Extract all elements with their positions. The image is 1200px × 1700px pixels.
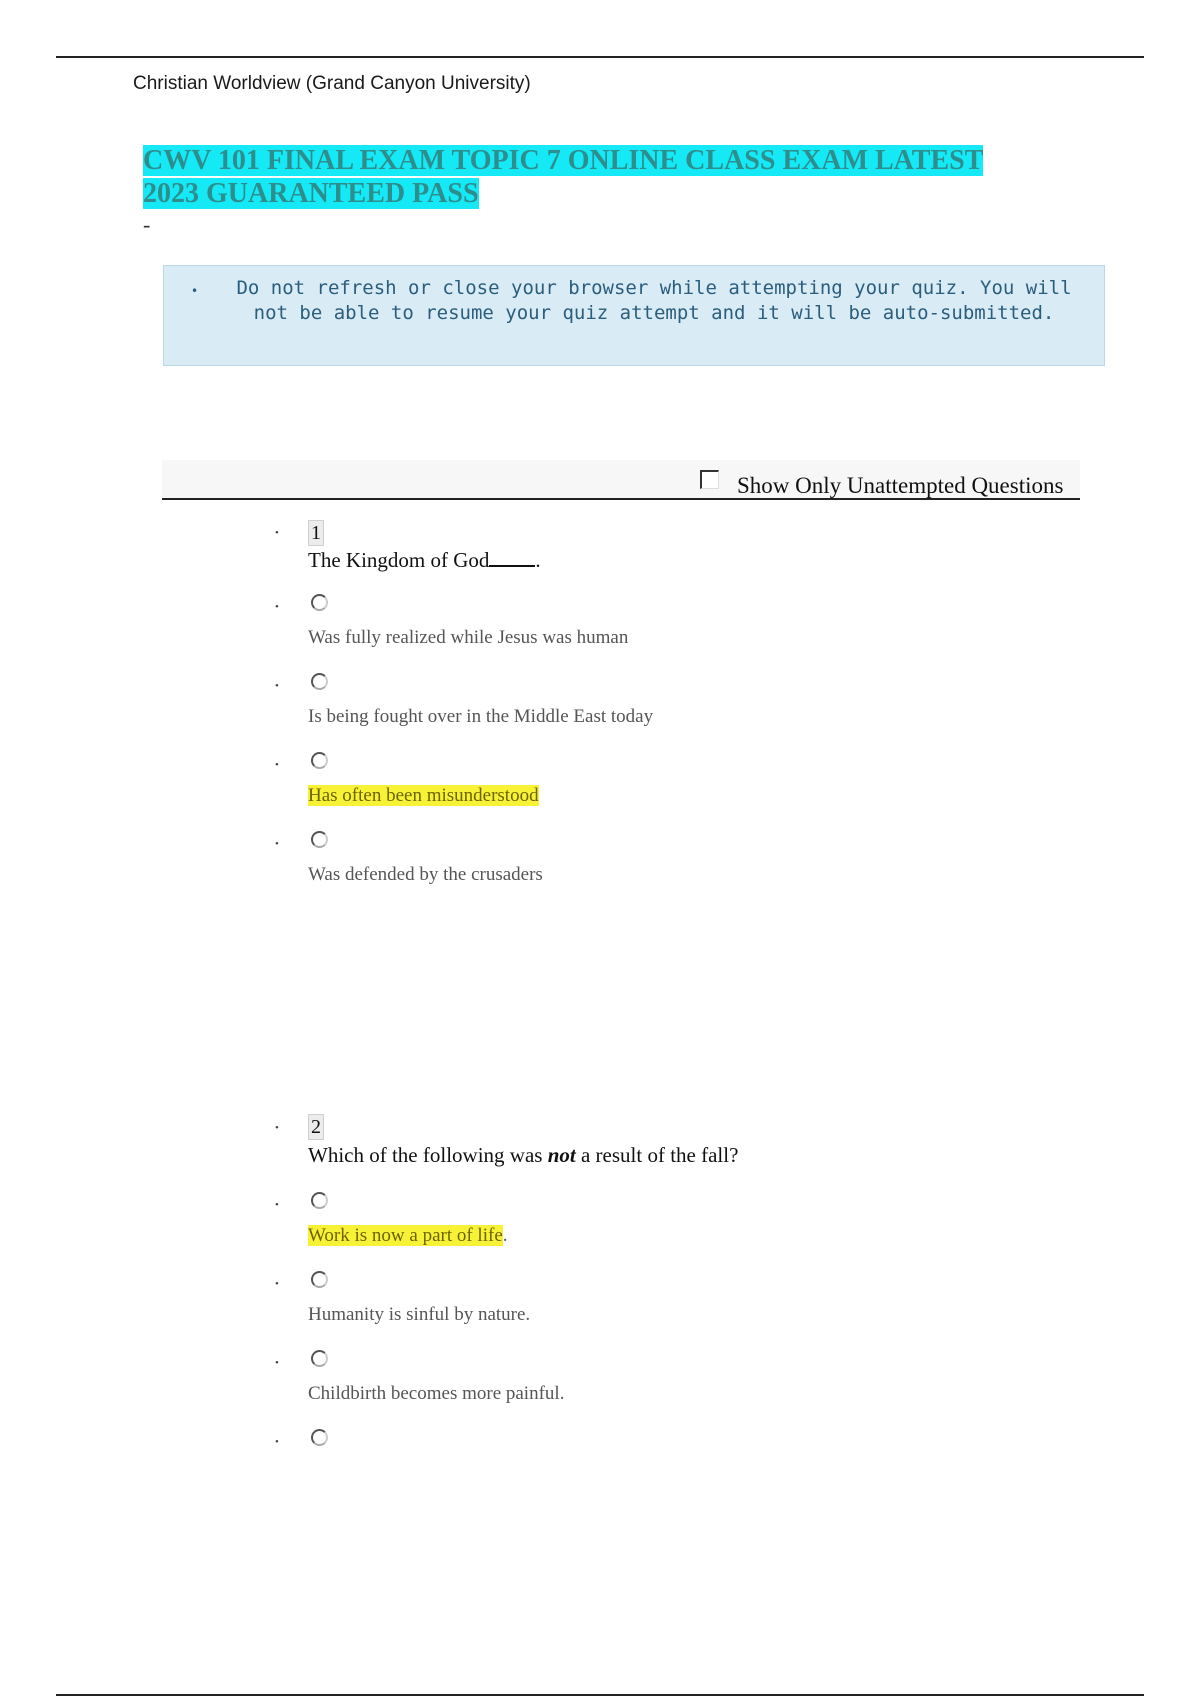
quiz-notice — [163, 265, 1105, 366]
answer-highlight: Has often been misunderstood — [308, 785, 539, 806]
title-dash: - — [143, 212, 151, 237]
option-radio[interactable] — [311, 1429, 328, 1446]
option-label[interactable]: Is being fought over in the Middle East today — [308, 706, 654, 727]
option-radio[interactable] — [311, 594, 328, 611]
question-number: 2 — [308, 1114, 324, 1140]
option-radio[interactable] — [311, 673, 328, 690]
course-name: Christian Worldview (Grand Canyon University) — [133, 73, 531, 94]
bottom-rule — [56, 1694, 1144, 1696]
question-number: 1 — [308, 520, 324, 546]
question-text: Which of the following was not a result of the fall? — [308, 1143, 739, 1167]
list-bullet: • — [275, 527, 279, 539]
answer-blank — [489, 549, 535, 567]
notice-text: Do not refresh or close your browser while attempting your quiz. You will not be able to resume your quiz attempt and it will be auto-submitted. — [236, 277, 1072, 324]
option-label-correct[interactable]: Work is now a part of life. — [308, 1225, 508, 1246]
list-bullet: • — [275, 1122, 279, 1134]
option-radio[interactable] — [311, 1271, 328, 1288]
option-label[interactable]: Was fully realized while Jesus was human — [308, 627, 629, 648]
option-label-correct[interactable] — [308, 785, 539, 807]
unattempted-label[interactable]: Show Only Unattempted Questions — [737, 473, 1064, 498]
option-radio[interactable] — [311, 1350, 328, 1367]
option-radio[interactable] — [311, 831, 328, 848]
unattempted-checkbox[interactable] — [700, 470, 719, 489]
option-radio[interactable] — [311, 752, 328, 769]
option-label[interactable]: Childbirth becomes more painful. — [308, 1383, 565, 1404]
top-rule — [56, 56, 1144, 58]
question-filter-bar — [162, 460, 1080, 500]
answer-highlight: Work is now a part of life — [308, 1225, 503, 1246]
notice-bullet: • — [191, 284, 199, 298]
question-text: The Kingdom of God . — [308, 548, 541, 572]
title-text: CWV 101 FINAL EXAM TOPIC 7 ONLINE CLASS EXAM LATEST 2023 GUARANTEED PASS — [143, 145, 984, 209]
page-title — [143, 144, 1043, 210]
option-radio[interactable] — [311, 1192, 328, 1209]
option-label[interactable]: Was defended by the crusaders — [308, 864, 543, 885]
option-label[interactable]: Humanity is sinful by nature. — [308, 1304, 531, 1325]
